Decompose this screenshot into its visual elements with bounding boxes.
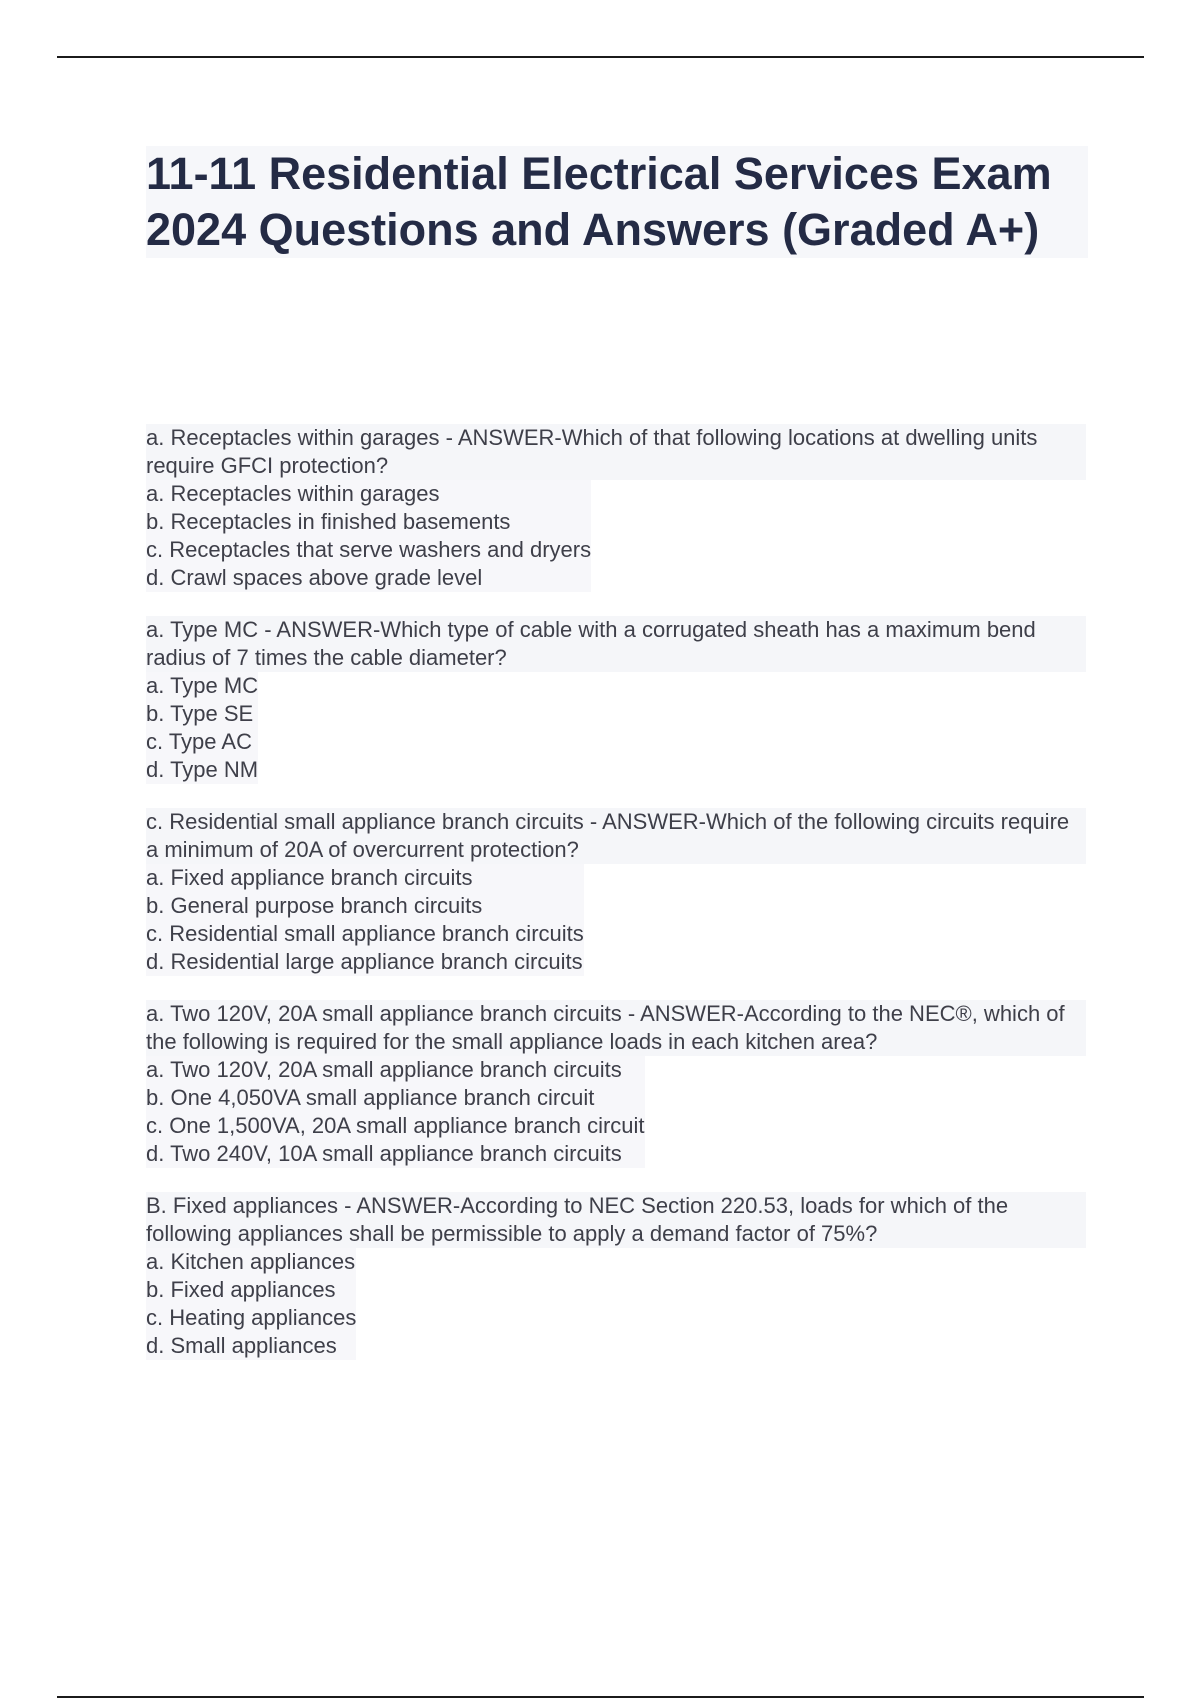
qa-option: c. Receptacles that serve washers and dryers (146, 537, 592, 562)
qa-options (146, 1248, 356, 1360)
qa-options (146, 672, 258, 784)
qa-option: d. Residential large appliance branch circuits (146, 949, 583, 974)
qa-option: d. Type NM (146, 757, 259, 782)
qa-options (146, 864, 584, 976)
qa-stem: a. Receptacles within garages - ANSWER-Which of that following locations at dwelling units require GFCI protection? (146, 424, 1086, 480)
qa-option: d. Crawl spaces above grade level (146, 565, 483, 590)
qa-option: a. Two 120V, 20A small appliance branch circuits (146, 1057, 622, 1082)
document-title: 11-11 Residential Electrical Services Exam 2024 Questions and Answers (Graded A+) (146, 148, 1052, 255)
qa-stem: a. Type MC - ANSWER-Which type of cable with a corrugated sheath has a maximum bend radius of 7 times the cable diameter? (146, 616, 1086, 672)
qa-option: d. Small appliances (146, 1333, 337, 1358)
qa-option: b. Fixed appliances (146, 1277, 336, 1302)
qa-item-3 (146, 808, 1086, 976)
qa-option: c. Type AC (146, 729, 252, 754)
qa-item-1 (146, 424, 1086, 592)
qa-item-4 (146, 1000, 1086, 1168)
qa-stem: c. Residential small appliance branch circuits - ANSWER-Which of the following circuits require a minimum of 20A of overcurrent protection? (146, 808, 1086, 864)
qa-options (146, 480, 591, 592)
qa-stem: B. Fixed appliances - ANSWER-According to NEC Section 220.53, loads for which of the following appliances shall be permissible to apply a demand factor of 75%? (146, 1192, 1086, 1248)
qa-option: b. One 4,050VA small appliance branch circuit (146, 1085, 595, 1110)
qa-list (146, 424, 1086, 1384)
qa-option: a. Receptacles within garages (146, 481, 440, 506)
qa-option: a. Fixed appliance branch circuits (146, 865, 473, 890)
qa-stem: a. Two 120V, 20A small appliance branch circuits - ANSWER-According to the NEC®, which of the following is required for the small appliance loads in each kitchen area? (146, 1000, 1086, 1056)
qa-options (146, 1056, 645, 1168)
qa-option: d. Two 240V, 10A small appliance branch circuits (146, 1141, 622, 1166)
qa-option: b. Type SE (146, 701, 254, 726)
qa-option: b. Receptacles in finished basements (146, 509, 511, 534)
qa-option: c. Residential small appliance branch circuits (146, 921, 584, 946)
bottom-rule (57, 1696, 1144, 1698)
qa-option: a. Kitchen appliances (146, 1249, 356, 1274)
qa-option: a. Type MC (146, 673, 259, 698)
qa-option: b. General purpose branch circuits (146, 893, 483, 918)
qa-option: c. One 1,500VA, 20A small appliance branch circuit (146, 1113, 645, 1138)
top-rule (57, 56, 1144, 58)
qa-option: c. Heating appliances (146, 1305, 357, 1330)
qa-item-5 (146, 1192, 1086, 1360)
title-block (146, 146, 1088, 258)
qa-item-2 (146, 616, 1086, 784)
